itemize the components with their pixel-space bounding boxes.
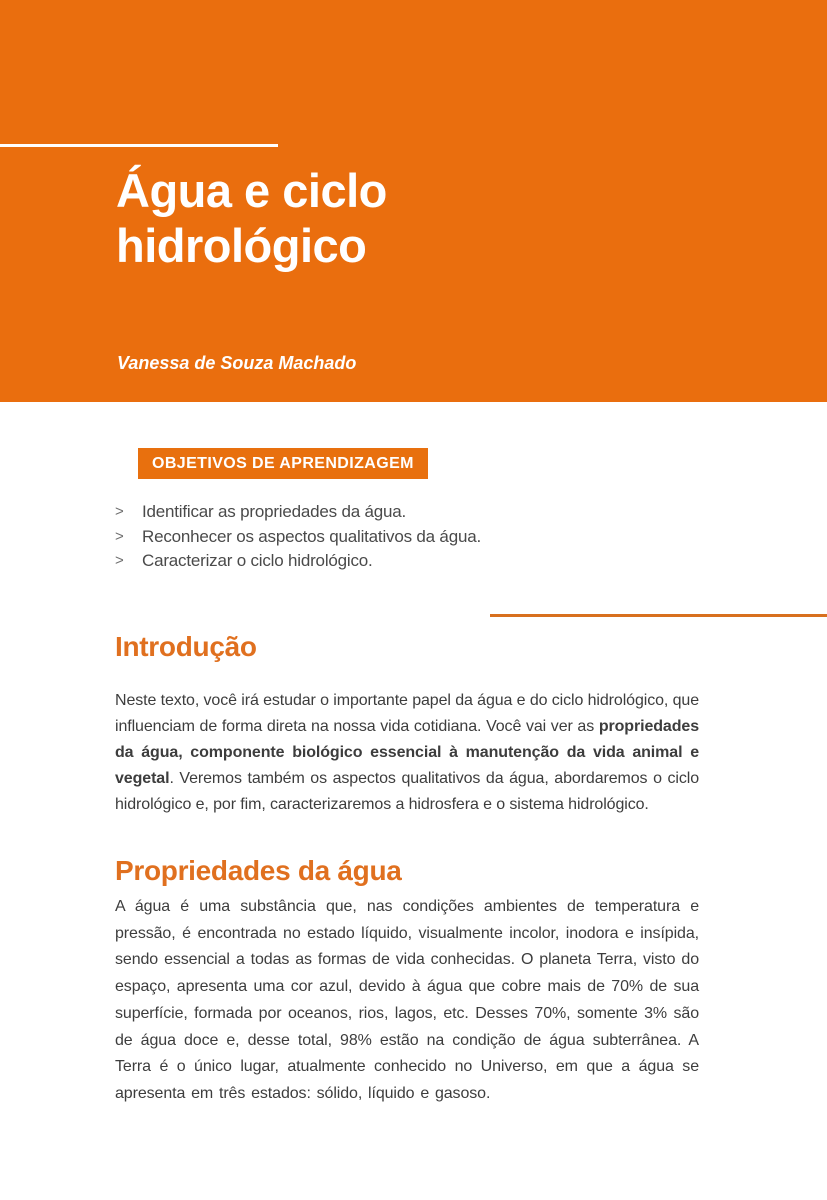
properties-paragraph: A água é uma substância que, nas condições ambientes de temperatura e pressão, é encontrada no estado líquido, visualmente incolor, inodora e insípida, sendo essencial a todas as formas de vida conhecidas. O planeta Terra, visto do espaço, apresenta uma cor azul, devido à água que cobre mais de 70% de sua superfície, formada por oceanos, rios, lagos, etc. Desses 70%, somente 3% são de água doce e, desse total, 98% estão na condição de água subterrânea. A Terra é o único lugar, atualmente conhecido no Universo, em que a água se apresenta em três estados: sólido, líquido e gasoso. xyxy=(115,898,699,1102)
objective-item xyxy=(115,500,715,525)
objective-item xyxy=(115,549,715,574)
objective-item-label: Identificar as propriedades da água. xyxy=(142,502,407,521)
chapter-title: Água e ciclo hidrológico xyxy=(116,164,387,272)
intro-paragraph xyxy=(115,688,699,818)
objective-item-label: Reconhecer os aspectos qualitativos da água. xyxy=(142,526,481,546)
section-divider-rule xyxy=(490,614,827,617)
bullet-marker: > xyxy=(115,527,124,545)
header-rule xyxy=(0,144,278,147)
objective-item-label: Caracterizar o ciclo hidrológico. xyxy=(142,551,373,570)
objectives-list xyxy=(115,500,715,574)
chapter-author: Vanessa de Souza Machado xyxy=(117,353,357,373)
objective-item xyxy=(115,525,715,550)
cover-header xyxy=(0,0,827,402)
intro-paragraph-post: . Veremos também os aspectos qualitativos da água, abordaremos o ciclo hidrológico e, por fim, caracterizaremos a hidrosfera e o sistema hidrológico. xyxy=(115,770,699,813)
section-heading-introducao: Introdução xyxy=(115,631,257,662)
intro-paragraph-pre: Neste texto, você irá estudar o importante papel da água e do ciclo hidrológico, que influenciam de forma direta na nossa vida cotidiana. Você vai ver as xyxy=(115,692,699,735)
section-heading-propriedades: Propriedades da água xyxy=(115,855,402,886)
objectives-badge: OBJETIVOS DE APRENDIZAGEM xyxy=(138,448,428,479)
bullet-marker: > xyxy=(115,552,124,569)
intro-paragraph-bold: propriedades da água, componente biológico essencial à manutenção da vida animal e vegetal xyxy=(115,718,699,787)
bullet-marker: > xyxy=(115,503,124,520)
